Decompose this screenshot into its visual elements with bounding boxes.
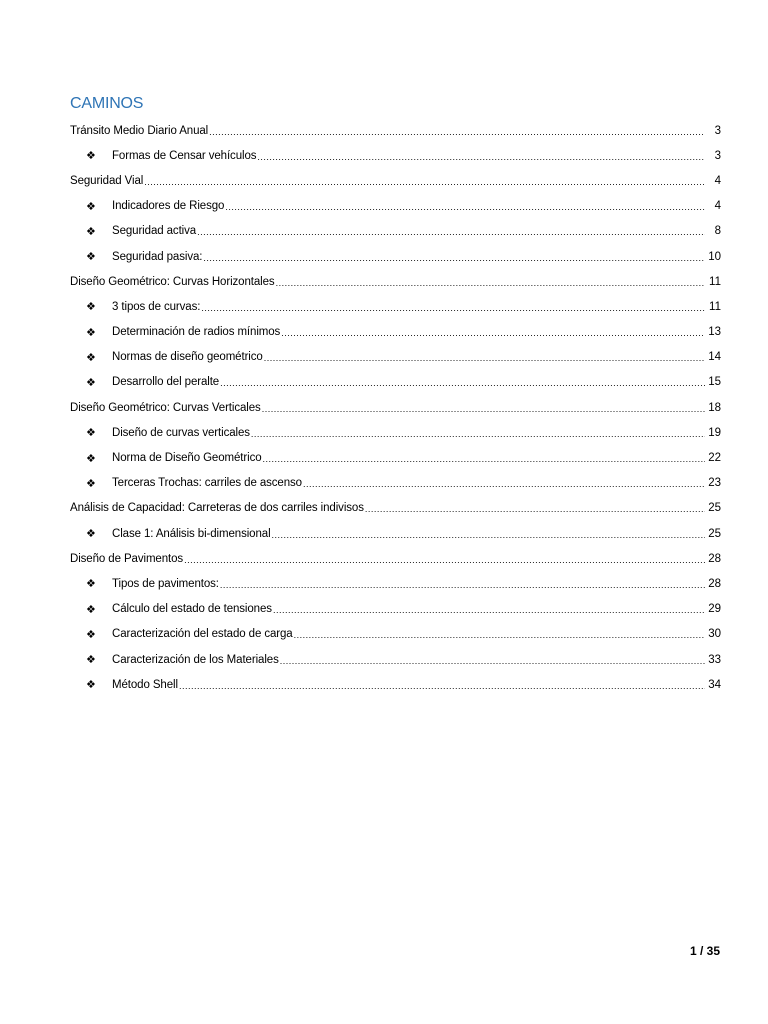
diamond-bullet-icon: ❖ [86,150,96,163]
toc-subentry-12[interactable] [70,420,721,445]
toc-entry-page-number: 11 [709,300,721,313]
toc-entry-label: Seguridad activa [112,225,197,238]
dot-leader [264,353,705,363]
dot-leader [303,479,705,489]
diamond-bullet-icon: ❖ [86,578,96,591]
dot-leader [281,328,705,338]
diamond-bullet-icon: ❖ [86,477,96,490]
dot-leader [184,555,705,565]
toc-entry-0[interactable] [70,118,721,143]
dot-leader [257,152,705,162]
toc-entry-label: Cálculo del estado de tensiones [112,603,272,616]
dot-leader [294,630,705,640]
toc-entry-label: Terceras Trochas: carriles de ascenso [112,477,302,490]
toc-entry-2[interactable] [70,168,721,193]
toc-entry-label: Análisis de Capacidad: Carreteras de dos carriles indivisos [70,502,364,515]
toc-subentry-14[interactable] [70,471,721,496]
diamond-bullet-icon: ❖ [86,452,96,465]
diamond-bullet-icon: ❖ [86,628,96,641]
toc-entry-label: Tránsito Medio Diario Anual [70,124,209,137]
toc-entry-page-number: 15 [708,376,721,389]
dot-leader [280,656,705,666]
toc-subentry-18[interactable] [70,571,721,596]
dot-leader [272,530,705,540]
toc-list [70,118,721,697]
toc-entry-page-number: 33 [708,653,721,666]
toc-subentry-19[interactable] [70,597,721,622]
toc-entry-label: Formas de Censar vehículos [112,149,257,162]
toc-entry-label: Desarrollo del peralte [112,376,220,389]
dot-leader [144,177,705,187]
toc-subentry-16[interactable] [70,521,721,546]
dot-leader [276,278,705,288]
toc-subentry-10[interactable] [70,370,721,395]
toc-entry-11[interactable] [70,395,721,420]
dot-leader [220,378,705,388]
diamond-bullet-icon: ❖ [86,351,96,364]
dot-leader [263,454,705,464]
dot-leader [201,303,705,313]
page-indicator: 1 / 35 [689,944,720,958]
toc-entry-label: Diseño de Pavimentos [70,552,184,565]
dot-leader [262,404,705,414]
toc-entry-17[interactable] [70,546,721,571]
diamond-bullet-icon: ❖ [86,679,96,692]
diamond-bullet-icon: ❖ [86,603,96,616]
toc-subentry-21[interactable] [70,647,721,672]
toc-entry-page-number: 22 [708,452,721,465]
diamond-bullet-icon: ❖ [86,528,96,541]
toc-entry-page-number: 34 [708,678,721,691]
toc-entry-page-number: 3 [714,124,721,137]
toc-entry-label: Caracterización de los Materiales [112,653,279,666]
toc-entry-page-number: 25 [708,502,721,515]
toc-subentry-20[interactable] [70,622,721,647]
toc-entry-label: Clase 1: Análisis bi-dimensional [112,527,271,540]
diamond-bullet-icon: ❖ [86,251,96,264]
diamond-bullet-icon: ❖ [86,225,96,238]
toc-entry-label: 3 tipos de curvas: [112,300,201,313]
toc-entry-label: Método Shell [112,678,178,691]
dot-leader [209,127,705,137]
toc-subentry-4[interactable] [70,219,721,244]
dot-leader [197,227,705,237]
toc-entry-label: Norma de Diseño Geométrico [112,452,262,465]
diamond-bullet-icon: ❖ [86,376,96,389]
toc-entry-6[interactable] [70,269,721,294]
toc-title: CAMINOS [70,95,144,112]
toc-subentry-5[interactable] [70,244,721,269]
toc-entry-page-number: 28 [708,552,721,565]
toc-subentry-7[interactable] [70,294,721,319]
toc-subentry-8[interactable] [70,320,721,345]
dot-leader [179,681,705,691]
toc-entry-label: Indicadores de Riesgo [112,200,225,213]
dot-leader [203,253,705,263]
toc-entry-page-number: 8 [714,225,721,238]
toc-entry-page-number: 3 [714,149,721,162]
toc-entry-page-number: 4 [714,174,721,187]
dot-leader [365,504,705,514]
toc-entry-page-number: 11 [709,275,721,288]
toc-entry-page-number: 10 [708,250,721,263]
toc-entry-page-number: 30 [708,628,721,641]
toc-entry-label: Normas de diseño geométrico [112,351,263,364]
toc-entry-label: Determinación de radios mínimos [112,326,281,339]
diamond-bullet-icon: ❖ [86,654,96,667]
toc-entry-page-number: 28 [708,577,721,590]
toc-entry-page-number: 25 [708,527,721,540]
toc-subentry-1[interactable] [70,143,721,168]
dot-leader [220,580,705,590]
toc-entry-page-number: 4 [714,200,721,213]
toc-entry-label: Tipos de pavimentos: [112,577,219,590]
diamond-bullet-icon: ❖ [86,301,96,314]
toc-entry-page-number: 23 [708,477,721,490]
toc-entry-page-number: 18 [708,401,721,414]
toc-entry-page-number: 19 [708,426,721,439]
toc-subentry-13[interactable] [70,445,721,470]
toc-subentry-22[interactable] [70,672,721,697]
toc-subentry-3[interactable] [70,194,721,219]
toc-entry-label: Diseño Geométrico: Curvas Verticales [70,401,261,414]
diamond-bullet-icon: ❖ [86,427,96,440]
toc-entry-page-number: 29 [708,603,721,616]
toc-entry-15[interactable] [70,496,721,521]
toc-entry-label: Seguridad pasiva: [112,250,203,263]
toc-entry-label: Caracterización del estado de carga [112,628,293,641]
dot-leader [251,429,705,439]
toc-entry-page-number: 13 [708,326,721,339]
toc-entry-label: Seguridad Vial [70,174,144,187]
diamond-bullet-icon: ❖ [86,326,96,339]
dot-leader [273,605,705,615]
toc-entry-page-number: 14 [708,351,721,364]
toc-entry-label: Diseño de curvas verticales [112,426,250,439]
dot-leader [225,202,705,212]
toc-subentry-9[interactable] [70,345,721,370]
toc-entry-label: Diseño Geométrico: Curvas Horizontales [70,275,275,288]
diamond-bullet-icon: ❖ [86,200,96,213]
